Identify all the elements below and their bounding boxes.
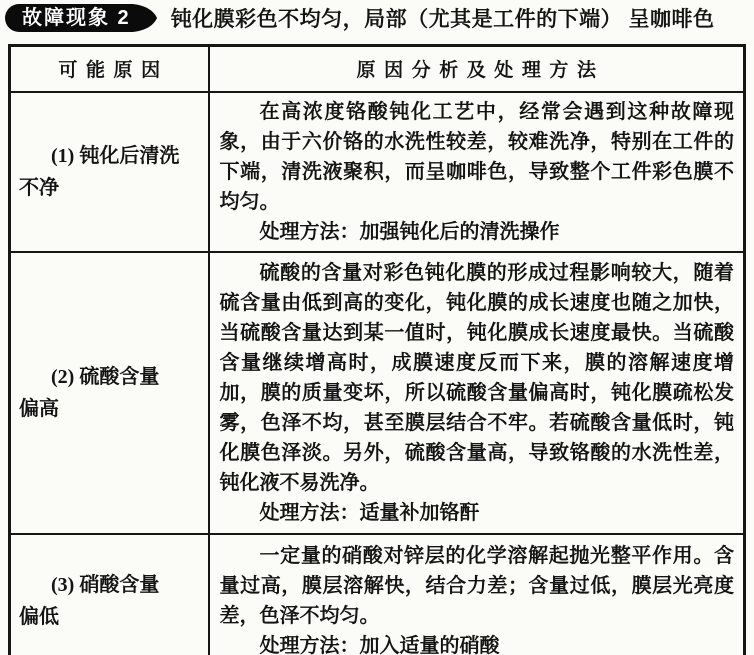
- method-line: 处理方法：加入适量的硝酸: [259, 634, 500, 655]
- analysis-paragraph: 一定量的硝酸对锌层的化学溶解起抛光整平作用。含量过高，膜层溶解快，结合力差；含量过低，膜层光亮度差，色泽不均匀。: [219, 544, 734, 627]
- fault-title: 钝化膜彩色不均匀，局部（尤其是工件的下端） 呈咖啡色: [170, 8, 715, 31]
- cause-cell-2: [10, 252, 209, 534]
- analysis-cell-1: [209, 92, 745, 252]
- analysis-paragraph: 硫酸的含量对彩色钝化膜的形成过程影响较大，随着硫含量由低到高的变化，钝化膜的成长速度也随之加快，当硫酸含量达到某一值时，钝化膜成长速度最快。当硫酸含量继续增高时，成膜速度反而下来，膜的溶解速度增加，膜的质量变坏，所以硫酸含量偏高时，钝化膜疏松发雾，色泽不均，甚至膜层结合不牢。若硫酸含量低时，钝化膜色泽淡。另外，硫酸含量高，导致铬酸的水洗性差，钝化液不易洗净。: [219, 261, 734, 494]
- cause-cell-1: [10, 92, 209, 252]
- column-header-analysis: 原因分析及处理方法: [209, 46, 745, 92]
- table-row: [10, 252, 745, 534]
- fault-number-badge: [5, 4, 157, 32]
- analysis-cell-2: [209, 252, 745, 534]
- cause-text-line2: 偏高: [19, 397, 59, 420]
- cause-cell-3: [10, 534, 209, 655]
- analysis-paragraph: 在高浓度铬酸钝化工艺中，经常会遇到这种故障现象，由于六价铬的水洗性较差，较难洗净，特别在工件的下端，清洗液聚积，而呈咖啡色，导致整个工件彩色膜不均匀。: [219, 100, 734, 213]
- method-line: 处理方法：适量补加铬酐: [259, 501, 480, 524]
- cause-text-line1: (3) 硝酸含量: [51, 573, 160, 596]
- table-row: [10, 534, 745, 655]
- cause-text-line1: (2) 硫酸含量: [51, 365, 160, 388]
- method-line: 处理方法：加强钝化后的清洗操作: [259, 220, 560, 243]
- fault-header: [5, 3, 750, 33]
- table-header-row: [10, 46, 745, 92]
- cause-text-line2: 不净: [19, 176, 59, 199]
- fault-table: [8, 44, 746, 655]
- badge-tip-icon: [133, 4, 157, 32]
- fault-badge-label: 故障现象 2: [5, 4, 133, 32]
- table-row: [10, 92, 745, 252]
- column-header-cause: 可能原因: [10, 46, 209, 92]
- cause-text-line1: (1) 钝化后清洗: [51, 144, 180, 167]
- cause-text-line2: 偏低: [19, 605, 59, 628]
- analysis-cell-3: [209, 534, 745, 655]
